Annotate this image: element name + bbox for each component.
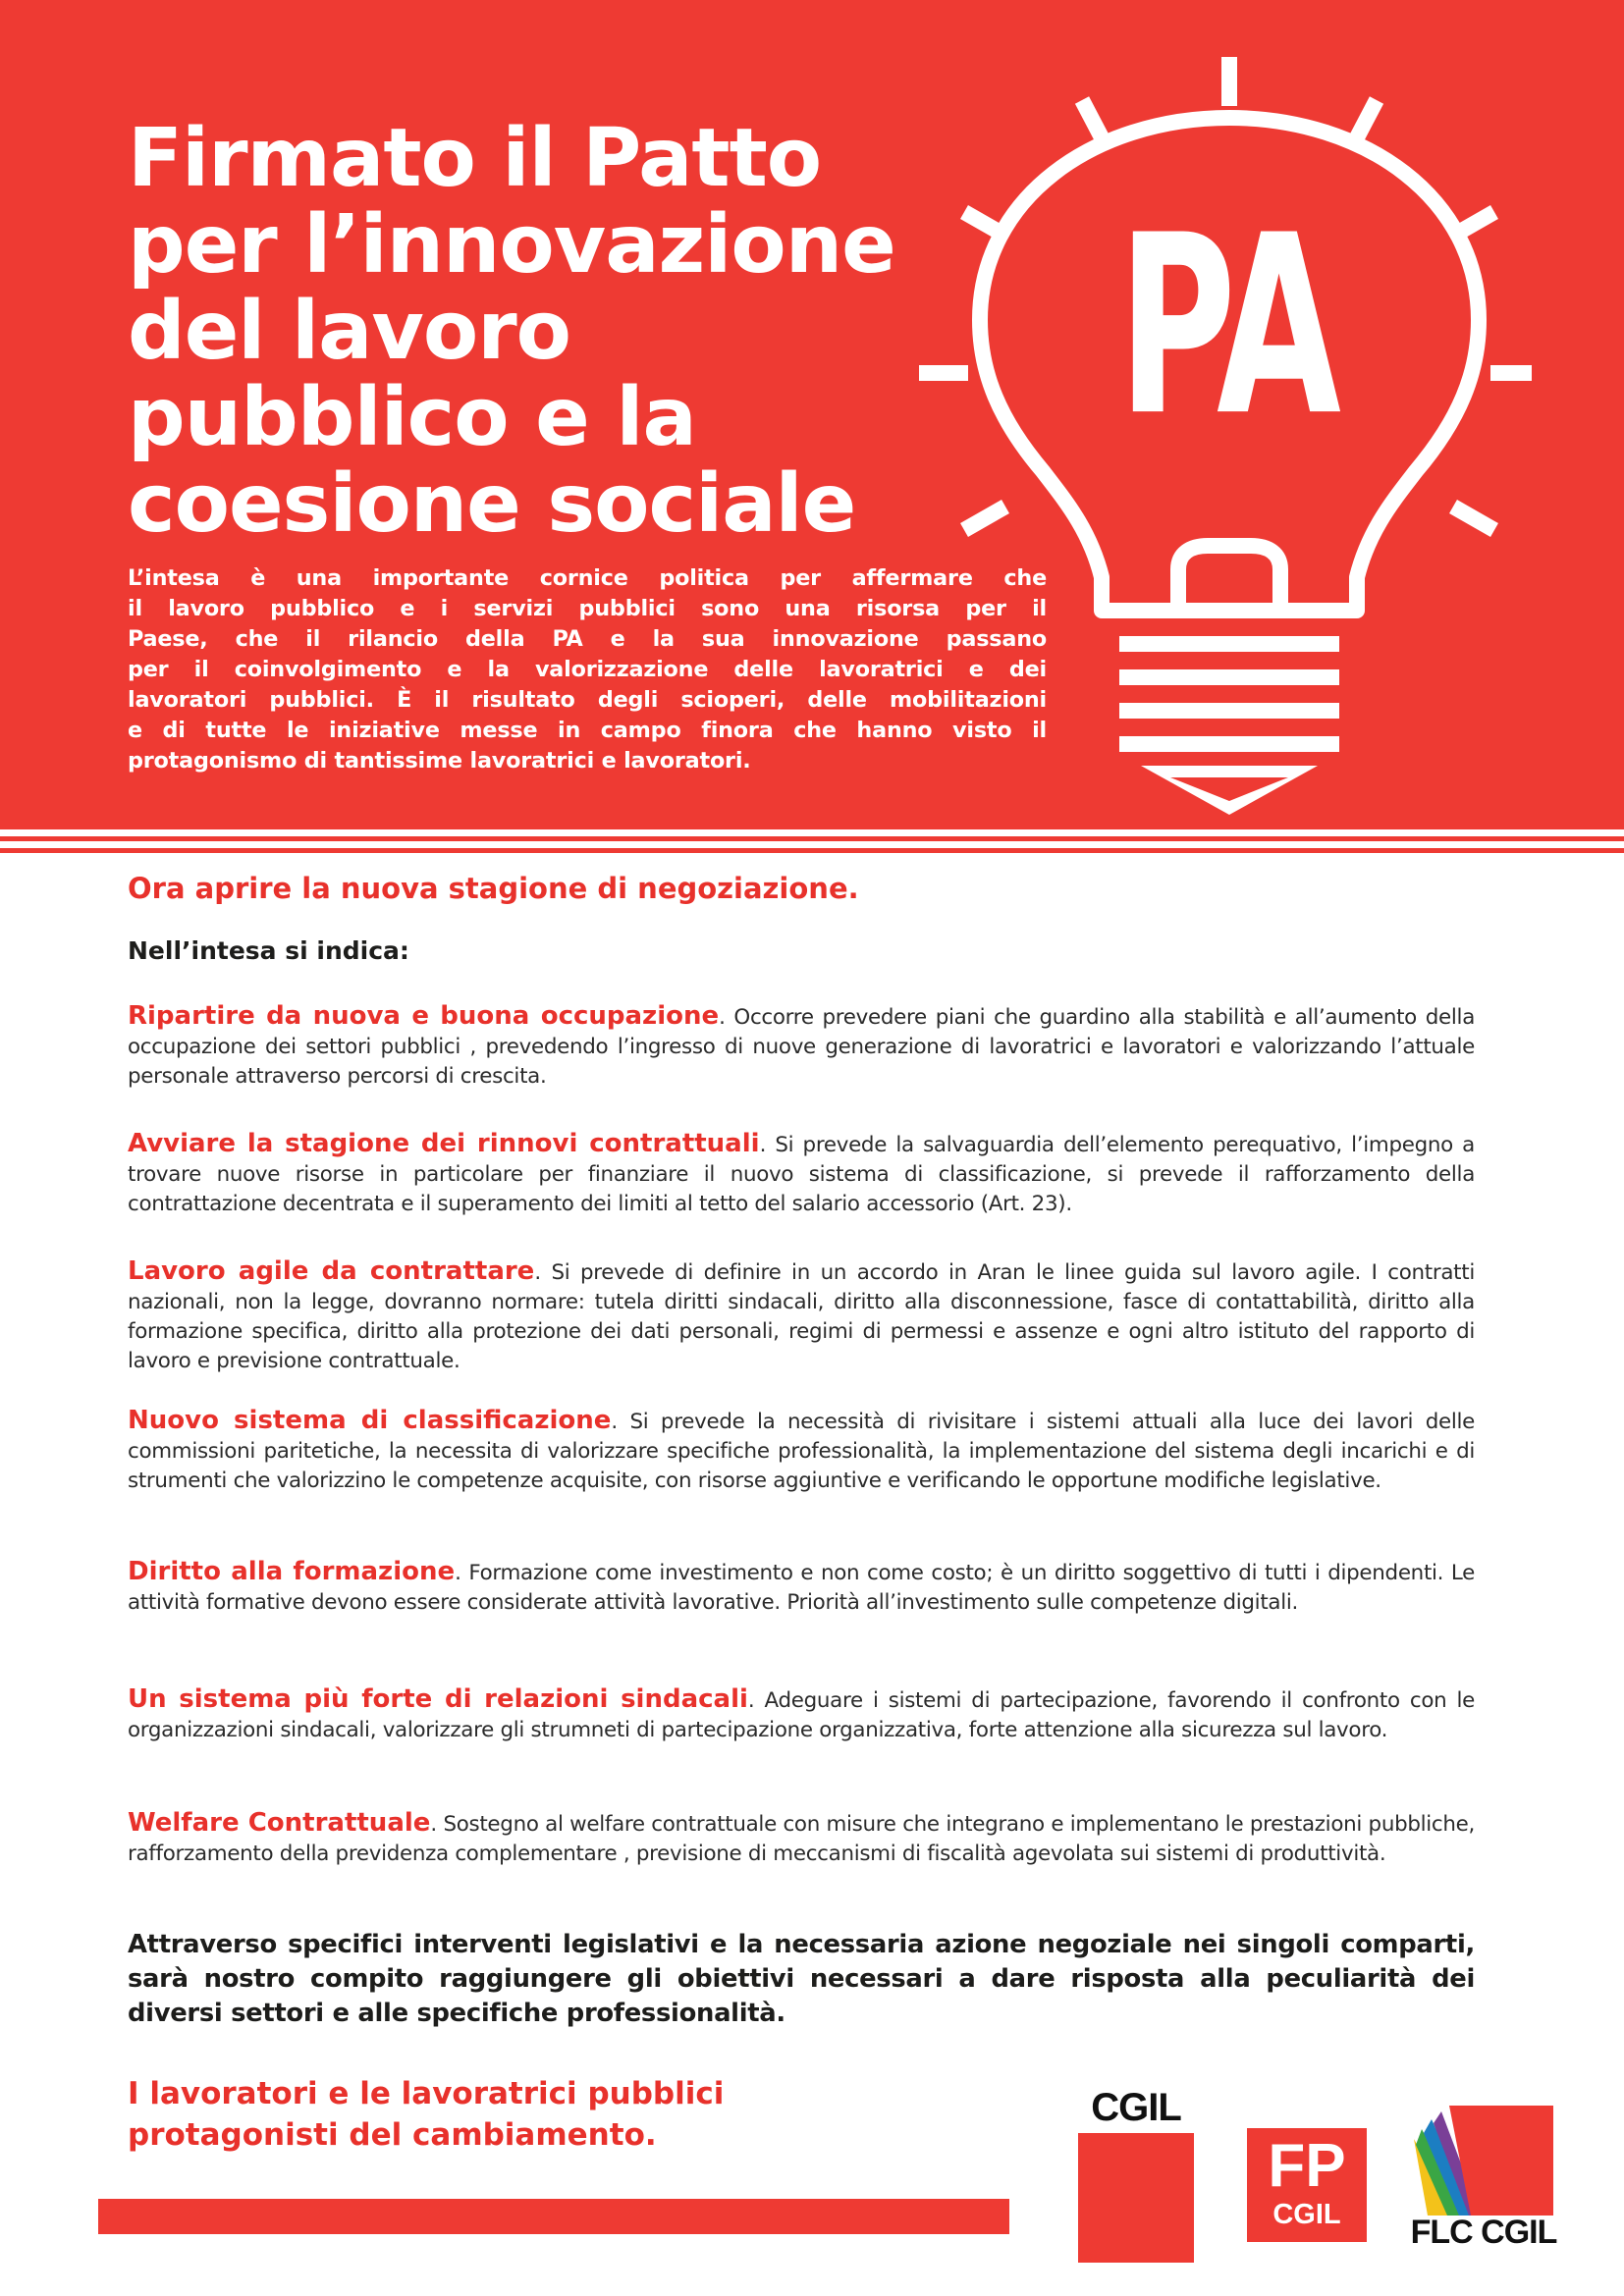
slogan-line: protagonisti del cambiamento. xyxy=(128,2117,657,2153)
intro-line: e di tutte le iniziative messe in campo finora che hanno visto il xyxy=(128,718,1047,743)
title-line: coesione sociale xyxy=(128,457,856,551)
item-keyword: Welfare Contrattuale xyxy=(128,1808,431,1838)
divider-stripes xyxy=(0,825,1624,854)
item-keyword: Avviare la stagione dei rinnovi contrattuali xyxy=(128,1129,760,1158)
intro-line: L’intesa è una importante cornice politica per affermare che xyxy=(128,565,1047,591)
page-title xyxy=(128,112,982,551)
list-item xyxy=(128,1129,1475,1219)
intro-line: protagonismo di tantissime lavoratrici e lavoratori. xyxy=(128,748,751,774)
fp-logo-subtext: CGIL xyxy=(1272,2199,1341,2230)
fp-cgil-logo xyxy=(1247,2128,1367,2242)
item-text: . Adeguare i sistemi di partecipazione, favorendo il confronto con le organizzazioni sindacali, valorizzare gli strumneti di partecipazione organizzativa, forte attenzione alla sicurezza sul lavoro. xyxy=(128,1688,1475,1742)
item-text: . Si prevede la salvaguardia dell’elemento perequativo, l’impegno a trovare nuove risorse in particolare per finanziare il nuovo sistema di classificazione, si prevede il rafforzamento della contrattazione decentrata e il superamento dei limiti al tetto del salario accessorio (Art. 23). xyxy=(128,1133,1475,1216)
item-keyword: Diritto alla formazione xyxy=(128,1557,456,1586)
title-line: Firmato il Patto xyxy=(128,112,822,205)
cgil-logo xyxy=(1078,2086,1194,2263)
list-item xyxy=(128,1557,1475,1618)
item-keyword: Lavoro agile da contrattare xyxy=(128,1256,535,1286)
cgil-logo-text: CGIL xyxy=(1091,2086,1181,2129)
section-intro-label: Nell’intesa si indica: xyxy=(128,936,409,965)
bottom-bar xyxy=(98,2199,1009,2234)
item-keyword: Ripartire da nuova e buona occupazione xyxy=(128,1001,720,1031)
list-item xyxy=(128,1808,1475,1869)
intro-line: Paese, che il rilancio della PA e la sua innovazione passano xyxy=(128,626,1047,652)
item-keyword: Nuovo sistema di classificazione xyxy=(128,1406,612,1435)
item-text: . Si prevede di definire in un accordo in Aran le linee guida sul lavoro agile. I contratti nazionali, non la legge, dovranno normare: tutela diritti sindacali, diritto alla disconnessione, fasce di contattabilità, diritto alla formazione specifica, diritto alla protezione dei dati personali, regimi di permessi e assenze e ogni altro istituto del rapporto di lavoro e previsione contrattuale. xyxy=(128,1260,1475,1373)
title-line: per l’innovazione xyxy=(128,198,895,292)
list-item xyxy=(128,1256,1475,1376)
intro-line: il lavoro pubblico e i servizi pubblici sono una risorsa per il xyxy=(128,596,1047,621)
title-line: pubblico e la xyxy=(128,371,696,464)
title-line: del lavoro xyxy=(128,285,570,378)
flc-cgil-logo xyxy=(1410,2106,1557,2253)
item-text: . Si prevede la necessità di rivisitare i sistemi attuali alla luce dei lavori delle commissioni paritetiche, la necessita di valorizzare specifiche professionalità, la implementazione del sistema degli incarichi e di strumenti che valorizzino le competenze acquisite, con risorse aggiuntive e verificando le opportune modifiche legislative. xyxy=(128,1410,1475,1493)
closing-paragraph: Attraverso specifici interventi legislativi e la necessaria azione negoziale nei singoli comparti, sarà nostro compito raggiungere gli obiettivi necessari a dare risposta alla peculiarità dei diversi settori e alle specifiche professionalità. xyxy=(128,1930,1475,2028)
list-item xyxy=(128,1001,1475,1092)
intro-line: lavoratori pubblici. È il risultato degli scioperi, delle mobilitazioni xyxy=(128,687,1047,713)
slogan xyxy=(128,2073,874,2156)
item-text: . Occorre prevedere piani che guardino alla stabilità e all’aumento della occupazione dei settori pubblici , prevedendo l’ingresso di nuove generazione di lavoratrici e lavoratori e valorizzando l’attuale personale attraverso percorsi di crescita. xyxy=(128,1005,1476,1089)
slogan-line: I lavoratori e le lavoratrici pubblici xyxy=(128,2076,725,2111)
item-keyword: Un sistema più forte di relazioni sindacali xyxy=(128,1684,748,1714)
section-subtitle: Ora aprire la nuova stagione di negoziazione. xyxy=(128,872,859,905)
flc-logo-text: FLC CGIL xyxy=(1410,2214,1557,2251)
bulb-label: PA xyxy=(1117,183,1337,471)
intro-line: per il coinvolgimento e la valorizzazione delle lavoratrici e dei xyxy=(128,657,1047,682)
item-text: . Sostegno al welfare contrattuale con misure che integrano e implementano le prestazioni pubbliche, rafforzamento della previdenza complementare , previsione di meccanismi di fiscalità agevolata sui sistemi di produttività. xyxy=(128,1812,1475,1866)
lightbulb-icon xyxy=(884,39,1532,854)
cgil-logo-square xyxy=(1078,2133,1194,2263)
item-text: . Formazione come investimento e non come costo; è un diritto soggettivo di tutti i dipendenti. Le attività formative devono essere considerate attività lavorative. Priorità all’investimento sulle competenze digitali. xyxy=(128,1561,1475,1615)
fp-logo-text: FP xyxy=(1268,2132,1346,2200)
flc-logo-mark xyxy=(1410,2106,1557,2216)
list-item xyxy=(128,1684,1475,1745)
list-item xyxy=(128,1406,1475,1496)
